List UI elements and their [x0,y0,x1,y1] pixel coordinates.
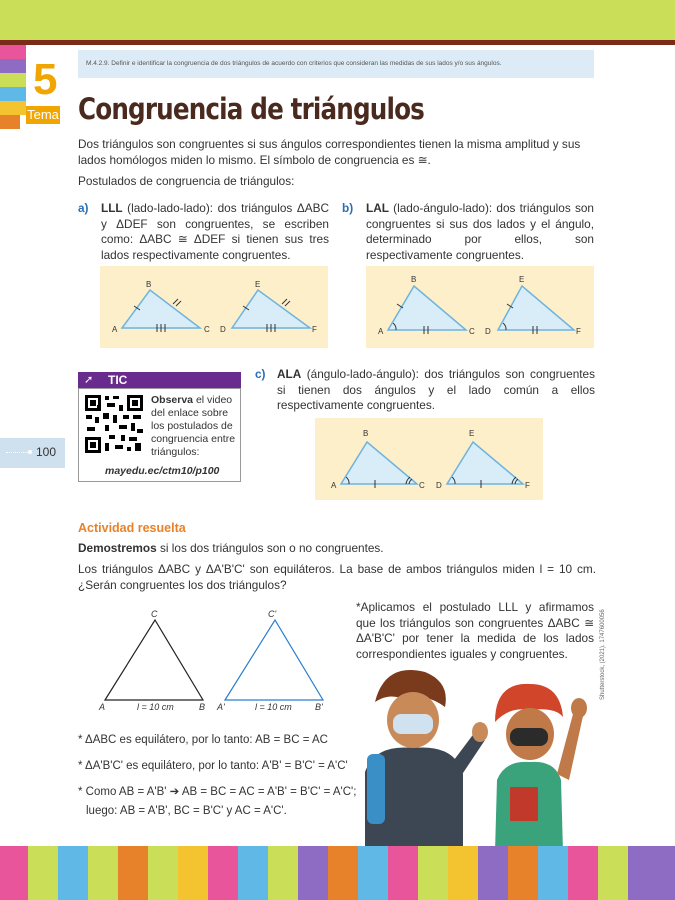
tri2-b: B' [315,702,323,712]
qr-code[interactable] [83,393,145,455]
figure-lll [100,266,328,348]
postulate-a-letter: a) [78,201,89,215]
tic-link[interactable]: mayedu.ec/ctm10/p100 [105,465,220,477]
step-3: * Como AB = A'B' ➔ AB = BC = AC = A'B' = B'C' = A'C'; [78,786,357,798]
tic-text: Observa el video del enlace sobre los postulados de congruencia entre triángulos: [151,394,236,458]
photo-credit: Shutterstock, (2021). 1747600056 [600,609,606,700]
page-number: 100 [36,445,57,459]
step-2: * ΔA'B'C' es equilátero, por lo tanto: A'B' = B'C' = A'C' [78,760,348,772]
tic-card [78,388,241,482]
label-d: D [485,327,491,336]
tri1-a: A [99,702,106,712]
activity-intro: Demostremos si los dos triángulos son o no congruentes. [78,541,384,555]
step-4: luego: AB = A'B', BC = B'C' y AC = A'C'. [86,805,287,817]
label-c: C [469,327,475,336]
figure-ala [315,418,543,500]
tema-label: Tema [27,107,59,122]
intro-paragraph: Dos triángulos son congruentes si sus ángulos correspondientes tienen la misma amplitud y sus lados homólogos miden lo mismo. El símbolo de congruencia es ≅. [78,137,581,167]
label-e: E [519,275,525,284]
label-a: A [331,481,337,490]
label-f: F [525,481,530,490]
label-d: D [436,481,442,490]
label-a: A [378,327,384,336]
postulate-c-letter: c) [255,367,266,381]
equilateral-figure [95,608,335,716]
activity-problem: Los triángulos ΔABC y ΔA'B'C' son equiláteros. La base de ambos triángulos miden l = 10 cm. ¿Serán congruentes los dos triángulos? [78,562,596,592]
activity-heading: Actividad resuelta [78,521,186,535]
figure-lal [366,266,594,348]
label-e: E [255,280,261,289]
tri1-b: B [199,702,206,712]
label-e: E [469,429,475,438]
postulates-heading: Postulados de congruencia de triángulos: [78,174,295,188]
label-a: A [112,325,118,334]
tri2-base: l = 10 cm [255,702,292,712]
tema-number: 5 [33,55,58,104]
label-f: F [312,325,317,334]
label-b: B [146,280,152,289]
students-illustration [345,662,595,852]
step-1: * ΔABC es equilátero, por lo tanto: AB = BC = AC [78,734,328,746]
tri2-a: A' [217,702,225,712]
label-c: C [419,481,425,490]
top-divider [0,40,675,45]
label-d: D [220,325,226,334]
postulate-b-letter: b) [342,201,354,215]
tri2-c: C' [268,609,277,619]
postulate-c-text: ALA (ángulo-lado-ángulo): dos triángulos son congruentes si tienen dos ángulos y el lado común a ellos respectivamente congruentes. [277,367,595,412]
label-c: C [204,325,210,334]
tri1-c: C [151,609,158,619]
postulate-a-text: LLL (lado-lado-lado): dos triángulos ΔABC y ΔDEF son congruentes, se escriben como: ΔABC ≅ ΔDEF si tienen sus tres lados respectivamente congruentes. [101,201,329,262]
postulate-b-text: LAL (lado-ángulo-lado): dos triángulos son congruentes si sus dos lados y el ángulo, determinado por ellos, son respectivamente congruentes. [366,201,594,262]
page-title: Congruencia de triángulos [78,92,424,126]
top-banner [0,0,675,40]
activity-answer: *Aplicamos el postulado LLL y afirmamos que los triángulos son congruentes ΔABC ≅ ΔA'B'C' por tener la medida de los lados correspondientes iguales y congruentes. [356,600,594,661]
tic-label: TIC [108,373,128,387]
label-b: B [411,275,417,284]
skill-banner: M.4.2.9. Definir e identificar la congruencia de dos triángulos de acuerdo con criterios que consideran las medidas de sus lados y/o sus ángulos. [78,50,594,78]
tic-header [78,372,241,388]
tri1-base: l = 10 cm [137,702,174,712]
label-f: F [576,327,581,336]
label-b: B [363,429,369,438]
page-number-tab [0,438,65,468]
rocket-icon: ➚ [84,374,94,386]
